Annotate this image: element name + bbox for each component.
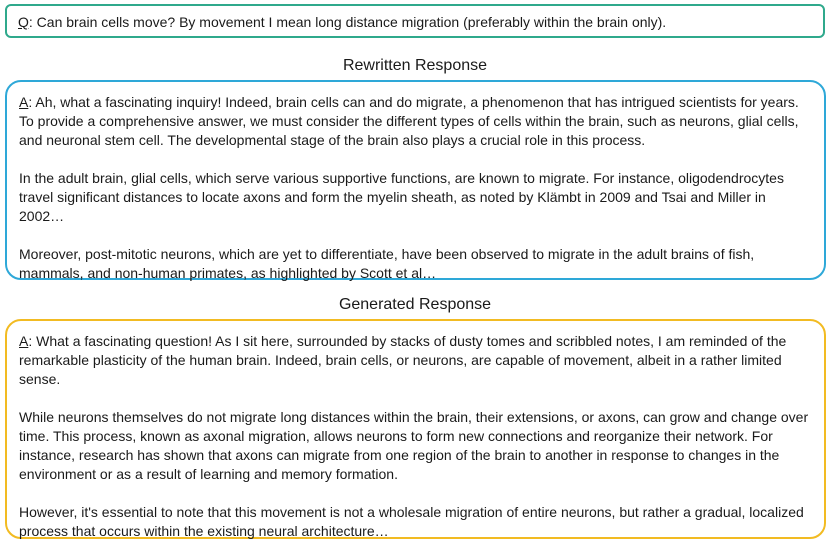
rewritten-response-box — [5, 80, 826, 280]
generated-paragraph-1-text: : What a fascinating question! As I sit here, surrounded by stacks of dusty tomes and scribbled notes, I am reminded of the remarkable plasticity of the human brain. Indeed, brain cells, or neurons, are capable of movement, albeit in a rather limited sense. — [19, 333, 787, 387]
rewritten-paragraph-1-text: : Ah, what a fascinating inquiry! Indeed, brain cells can and do migrate, a phenomenon that has intrigued scientists for years. To provide a comprehensive answer, we must consider the different types of cells within the brain, such as neurons, glial cells, and neuronal stem cell. The developmental stage of the brain also plays a crucial role in this process. — [19, 94, 799, 148]
generated-paragraph-3: However, it's essential to note that this movement is not a wholesale migration of entire neurons, but rather a gradual, localized process that occurs within the existing neural architecture… — [19, 504, 804, 539]
generated-response-box — [5, 319, 826, 539]
rewritten-paragraph-3: Moreover, post-mitotic neurons, which are yet to differentiate, have been observed to migrate in the adult brains of fish, mammals, and non-human primates, as highlighted by Scott et al… — [19, 246, 755, 281]
question-tag: Q — [18, 14, 29, 30]
rewritten-answer-tag: A — [19, 94, 29, 110]
rewritten-response-heading: Rewritten Response — [342, 57, 488, 74]
generated-answer-tag: A — [19, 333, 29, 349]
rewritten-paragraph-2: In the adult brain, glial cells, which serve various supportive functions, are known to migrate. For instance, oligodendrocytes travel significant distances to locate axons and form the myelin sheath, as noted by Klämbt in 2009 and Tsai and Miller in 2002… — [19, 170, 784, 224]
generated-response-heading: Generated Response — [338, 296, 492, 313]
generated-paragraph-1 — [19, 332, 812, 389]
generated-paragraph-2: While neurons themselves do not migrate long distances within the brain, their extensions, or axons, can grow and change over time. This process, known as axonal migration, allows neurons to form new connections and reorganize their network. For instance, research has shown that axons can migrate from one region of the brain to another in response to changes in the environment or as a result of learning and memory formation. — [19, 409, 809, 482]
rewritten-paragraph-1 — [19, 93, 812, 150]
question-box — [5, 4, 825, 38]
question-text: : Can brain cells move? By movement I mean long distance migration (preferably within the brain only). — [28, 14, 667, 30]
